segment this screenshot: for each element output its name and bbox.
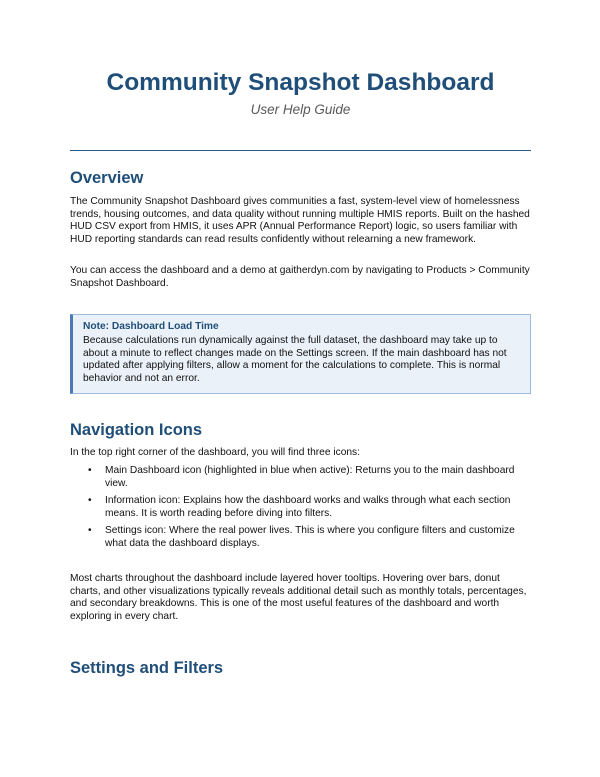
list-item: [70, 525, 531, 550]
bullet-glyph: •: [88, 465, 92, 476]
note-title: Note: Dashboard Load Time: [83, 321, 219, 332]
note-body: Because calculations run dynamically against the full dataset, the dashboard may take up to about a minute to reflect changes made on the Settings screen. If the main dashboard has not updated after applying filters, allow a moment for the calculations to complete. This is normal behavior and not an error.: [83, 335, 507, 384]
list-item-text: Information icon: Explains how the dashboard works and walks through what each section means. It is worth reading before diving into filters.: [105, 495, 511, 519]
list-item-text: Main Dashboard icon (highlighted in blue when active): Returns you to the main dashboard view.: [105, 465, 515, 489]
document-subtitle: User Help Guide: [250, 102, 351, 117]
bullet-glyph: •: [88, 525, 92, 537]
navigation-icons-heading: Navigation Icons: [70, 421, 203, 439]
navigation-icons-list: [70, 465, 531, 556]
document-title: Community Snapshot Dashboard: [106, 69, 495, 96]
bullet-glyph: •: [88, 495, 92, 507]
overview-paragraph-2: You can access the dashboard and a demo at gaitherdyn.com by navigating to Products > Community Snapshot Dashboard.: [70, 265, 530, 289]
list-item: [70, 465, 531, 490]
navigation-intro: In the top right corner of the dashboard, you will find three icons:: [70, 447, 360, 458]
overview-paragraph-1: The Community Snapshot Dashboard gives communities a fast, system-level view of homelessness trends, housing outcomes, and data quality without running multiple HMIS reports. Built on the hashed HUD CSV export from HMIS, it uses APR (Annual Performance Report) logic, so users familiar with HUD reporting standards can read results confidently without relearning a new framework.: [70, 196, 530, 245]
tooltips-paragraph: Most charts throughout the dashboard include layered hover tooltips. Hovering over bars, donut charts, and other visualizations typically reveals additional detail such as monthly totals, percentages, and secondary breakdowns. This is one of the most useful features of the dashboard and worth exploring in every chart.: [70, 573, 527, 622]
list-item-text: Settings icon: Where the real power lives. This is where you configure filters and customize what data the dashboard displays.: [105, 525, 515, 549]
note-callout: [70, 314, 531, 394]
title-divider: [70, 150, 531, 151]
settings-filters-heading: Settings and Filters: [70, 659, 224, 677]
overview-heading: Overview: [70, 169, 144, 187]
list-item: [70, 495, 531, 520]
